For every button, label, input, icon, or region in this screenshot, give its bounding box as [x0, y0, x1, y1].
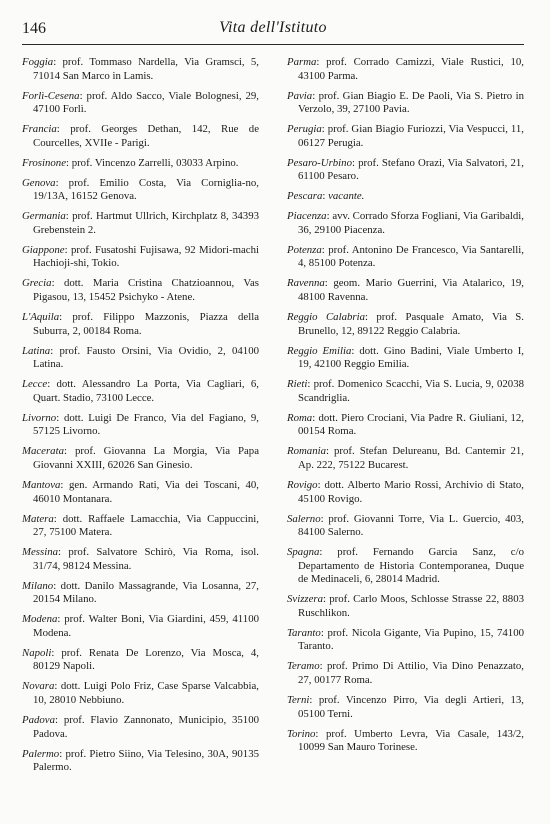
entry-separator: : [55, 176, 69, 189]
entry-text: prof. Giovanni Torre, Via L. Guercio, 403, 84100 Salerno. [298, 512, 525, 539]
right-column [287, 56, 524, 781]
directory-entry [287, 378, 524, 405]
entry-separator: : [322, 190, 329, 203]
entry-separator: : [51, 646, 62, 659]
entry-text: prof. Corrado Camizzi, Viale Rustici, 10, 43100 Parma. [298, 56, 524, 82]
directory-entry [22, 345, 259, 372]
entry-text: prof. Hartmut Ullrich, Kirchplatz 8, 34393 Grebenstein 2. [33, 210, 259, 236]
entry-separator: : [351, 344, 360, 357]
directory-entry [287, 479, 524, 506]
directory-entry [22, 513, 259, 540]
entry-city: Novara [22, 680, 55, 693]
entry-city: Napoli [22, 646, 52, 659]
entry-text: avv. Corrado Sforza Fogliani, Via Garibaldi, 36, 29100 Piacenza. [298, 210, 524, 236]
entry-city: Grecia [22, 277, 52, 290]
entry-separator: : [63, 445, 75, 458]
entry-city: Taranto [287, 626, 321, 639]
directory-entry [22, 580, 259, 607]
entry-text: prof. Gian Biagio Furiozzi, Via Vespucci, 11, 06127 Perugia. [298, 123, 524, 149]
entry-city: Pesaro-Urbino [287, 156, 352, 169]
directory-entry [287, 728, 524, 755]
entry-city: Genova [22, 176, 56, 189]
entry-separator: : [321, 243, 329, 256]
entry-city: Parma [287, 56, 317, 68]
entry-separator: : [312, 411, 319, 424]
entry-separator: : [326, 445, 335, 458]
entry-separator: : [307, 378, 314, 391]
entry-text: prof. Walter Boni, Via Giardini, 459, 41100 Modena. [33, 613, 259, 639]
directory-entry [287, 190, 524, 204]
entry-text: prof. Gian Biagio E. De Paoli, Via S. Pietro in Verzolo, 39, 27100 Pavia. [298, 89, 524, 116]
entry-separator: : [324, 277, 334, 290]
directory-entry [22, 123, 259, 150]
entry-city: Modena [22, 613, 58, 626]
entry-city: Germania [22, 210, 66, 223]
entry-text: dott. Danilo Massagrande, Via Losanna, 27, 20154 Milano. [33, 579, 260, 606]
entry-city: Palermo [22, 747, 60, 760]
entry-city: Torino [287, 727, 316, 740]
entry-separator: : [317, 478, 325, 491]
entry-text: prof. Stefano Orazi, Via Salvatori, 21, 61100 Pesaro. [298, 156, 524, 183]
entry-separator: : [316, 56, 327, 68]
entry-text: prof. Georges Dethan, 142, Rue de Courcelles, XVIIe - Parigi. [33, 123, 259, 149]
entry-text: dott. Alberto Mario Rossi, Archivio di Stato, 45100 Rovigo. [298, 478, 525, 505]
entry-text: dott. Maria Cristina Chatzioannou, Vas Pigasou, 13, 15452 Psichyko - Atene. [33, 277, 259, 304]
entry-text: prof. Giovanna La Morgia, Via Papa Giovanni XXIII, 62026 San Ginesio. [33, 445, 259, 471]
entry-text: geom. Mario Guerrini, Via Atalarico, 19, 48100 Ravenna. [298, 277, 524, 304]
entry-separator: : [65, 210, 73, 223]
entry-separator: : [309, 693, 319, 706]
directory-entry [22, 714, 259, 741]
entry-separator: : [320, 512, 329, 525]
entry-city: Potenza [287, 243, 322, 256]
directory-entry [287, 593, 524, 620]
entry-separator: : [65, 156, 72, 169]
directory-entry [287, 277, 524, 304]
entry-separator: : [53, 512, 63, 525]
entry-city: Rieti [287, 378, 308, 391]
entry-separator: : [47, 378, 57, 391]
entry-separator: : [323, 593, 330, 606]
entry-city: Pavia [287, 89, 313, 102]
directory-entry [287, 311, 524, 338]
entry-city: Francia [22, 123, 57, 136]
entry-city: Livorno [22, 411, 57, 424]
entry-text: prof. Renata De Lorenzo, Via Mosca, 4, 80129 Napoli. [33, 646, 259, 673]
directory-entry [22, 277, 259, 304]
directory-entry [287, 90, 524, 117]
entry-separator: : [312, 89, 319, 102]
entry-city: Teramo [287, 660, 320, 673]
directory-entry [22, 311, 259, 338]
entry-text: prof. Aldo Sacco, Viale Bolognesi, 29, 47100 Forlì. [33, 89, 260, 116]
entry-separator: : [64, 243, 71, 256]
entry-city: Reggio Calabria [287, 311, 365, 324]
entry-city: Giappone [22, 243, 65, 256]
entry-text: prof. Primo Di Attilio, Via Dino Penazzato, 27, 00177 Roma. [298, 660, 524, 686]
entry-text: prof. Stefan Delureanu, Bd. Cantemir 21, Ap. 222, 75122 Bucarest. [298, 445, 524, 471]
entry-separator: : [319, 660, 327, 673]
directory-entry [22, 210, 259, 237]
entry-separator: : [319, 546, 338, 559]
entry-city: Frosinone [22, 156, 66, 169]
directory-entry [22, 748, 259, 775]
directory-entry [22, 445, 259, 472]
directory-entry [22, 90, 259, 117]
entry-text: prof. Salvatore Schirò, Via Roma, isol. 31/74, 98124 Messina. [33, 546, 259, 572]
entry-city: Macerata [22, 445, 64, 458]
directory-entry [287, 513, 524, 540]
entry-text: prof. Vincenzo Zarrelli, 03033 Arpino. [71, 156, 239, 169]
entry-text: prof. Umberto Levra, Via Casale, 143/2, 10099 San Mauro Torinese. [298, 727, 525, 754]
running-title: Vita dell'Istituto [219, 19, 327, 36]
entry-text: prof. Filippo Mazzonis, Piazza della Suburra, 2, 00184 Roma. [33, 311, 259, 337]
entry-text: prof. Fausto Orsini, Via Ovidio, 2, 04100 Latina. [33, 344, 260, 371]
entry-text: prof. Flavio Zannonato, Municipio, 35100 Padova. [33, 713, 260, 740]
entry-separator: : [50, 344, 60, 357]
page-number: 146 [22, 20, 46, 37]
entry-city: Piacenza [287, 210, 327, 223]
entry-text: prof. Fusatoshi Fujisawa, 92 Midori-machi Hachioji-shi, Tokio. [33, 243, 259, 270]
entry-city: Latina [22, 344, 51, 357]
entry-text: prof. Domenico Scacchi, Via S. Lucia, 9, 02038 Scandriglia. [298, 378, 524, 404]
entry-separator: : [56, 123, 71, 136]
entry-city: Reggio Emilia [287, 344, 352, 357]
entry-city: Matera [22, 512, 54, 525]
entry-city: Pescara [287, 190, 323, 203]
directory-entry [22, 157, 259, 171]
entry-separator: : [56, 411, 64, 424]
entry-text: dott. Luigi Polo Friz, Case Sparse Valcabbia, 10, 28010 Nebbiuno. [33, 680, 259, 706]
entry-city: L'Aquila [22, 311, 60, 324]
directory-entry [22, 479, 259, 506]
entry-text: prof. Carlo Moos, Schlosse Strasse 22, 8803 Ruschlikon. [298, 593, 525, 619]
directory-entry [287, 244, 524, 271]
entry-separator: : [79, 89, 87, 102]
directory-entry [287, 546, 524, 587]
left-column [22, 56, 259, 781]
entry-separator: : [53, 579, 61, 592]
entry-text: prof. Tommaso Nardella, Via Gramsci, 5, 71014 San Marco in Lamis. [33, 56, 260, 82]
entry-separator: : [54, 713, 64, 726]
entry-separator: : [326, 210, 333, 223]
entry-city: Perugia [287, 123, 322, 136]
directory-entry [22, 177, 259, 204]
entry-text: prof. Fernando Garcia Sanz, c/o Departamento de Historia Contemporanea, Duque de Medinaceli, 6, 28014 Madrid. [298, 546, 524, 586]
directory-entry [22, 647, 259, 674]
entry-text: prof. Nicola Gigante, Via Pupino, 15, 74100 Taranto. [298, 626, 524, 653]
directory-entry [22, 56, 259, 83]
entry-text: vacante. [328, 190, 365, 203]
directory-entry [287, 694, 524, 721]
entry-text: dott. Raffaele Lamacchia, Via Cappuccini, 27, 75100 Matera. [33, 512, 259, 539]
directory-entry [22, 378, 259, 405]
entry-city: Messina [22, 546, 58, 559]
directory-entry [287, 210, 524, 237]
entry-text: dott. Luigi De Franco, Via del Fagiano, 9, 57125 Livorno. [33, 411, 259, 438]
directory-entry [22, 244, 259, 271]
directory-entry [287, 123, 524, 150]
entry-separator: : [315, 727, 326, 740]
directory-entry [287, 660, 524, 687]
entry-separator: : [59, 311, 73, 324]
running-header [22, 16, 524, 45]
entry-city: Milano [22, 579, 54, 592]
entry-text: dott. Gino Badini, Viale Umberto I, 19, 42100 Reggio Emilia. [298, 344, 525, 371]
entry-city: Foggia [22, 56, 54, 68]
entry-text: dott. Piero Crociani, Via Padre R. Giuliani, 12, 00154 Roma. [298, 411, 524, 438]
entry-city: Romania [287, 445, 326, 458]
directory-entry [22, 680, 259, 707]
entry-city: Rovigo [287, 478, 318, 491]
entry-text: prof. Pietro Siino, Via Telesino, 30A, 90135 Palermo. [33, 747, 260, 774]
entry-city: Spagna [287, 546, 320, 559]
entry-city: Lecce [22, 378, 48, 391]
entry-separator: : [59, 747, 66, 760]
directory-entry [22, 412, 259, 439]
entry-separator: : [54, 680, 61, 693]
entry-city: Svizzera [287, 593, 323, 606]
entry-city: Roma [287, 411, 313, 424]
directory-columns [22, 56, 524, 781]
entry-city: Padova [22, 713, 55, 726]
directory-entry [22, 613, 259, 640]
entry-separator: : [320, 626, 328, 639]
entry-separator: : [60, 478, 69, 491]
directory-entry [287, 345, 524, 372]
entry-city: Salerno [287, 512, 321, 525]
entry-city: Forlì-Cesena [22, 89, 80, 102]
entry-text: gen. Armando Rati, Via dei Toscani, 40, 46010 Montanara. [33, 478, 260, 505]
entry-city: Mantova [22, 478, 61, 491]
directory-entry [287, 412, 524, 439]
entry-separator: : [58, 546, 69, 559]
directory-entry [287, 56, 524, 83]
entry-city: Terni [287, 693, 310, 706]
entry-separator: : [51, 277, 64, 290]
entry-separator: : [321, 123, 328, 136]
entry-separator: : [57, 613, 65, 626]
entry-text: dott. Alessandro La Porta, Via Cagliari, 6, Quart. Stadio, 73100 Lecce. [33, 378, 259, 404]
entry-text: prof. Emilio Costa, Via Corniglia-no, 19/13A, 16152 Genova. [33, 176, 259, 203]
entry-city: Ravenna [287, 277, 325, 290]
entry-separator: : [364, 311, 377, 324]
directory-entry [287, 627, 524, 654]
directory-entry [287, 445, 524, 472]
entry-separator: : [351, 156, 359, 169]
directory-entry [22, 546, 259, 573]
entry-text: prof. Vincenzo Pirro, Via degli Artieri, 13, 05100 Terni. [298, 693, 524, 720]
entry-text: prof. Pasquale Amato, Via S. Brunello, 12, 89122 Reggio Calabria. [298, 311, 524, 337]
entry-text: prof. Antonino De Francesco, Via Santarelli, 4, 85100 Potenza. [298, 243, 524, 270]
directory-entry [287, 157, 524, 184]
entry-separator: : [53, 56, 63, 68]
